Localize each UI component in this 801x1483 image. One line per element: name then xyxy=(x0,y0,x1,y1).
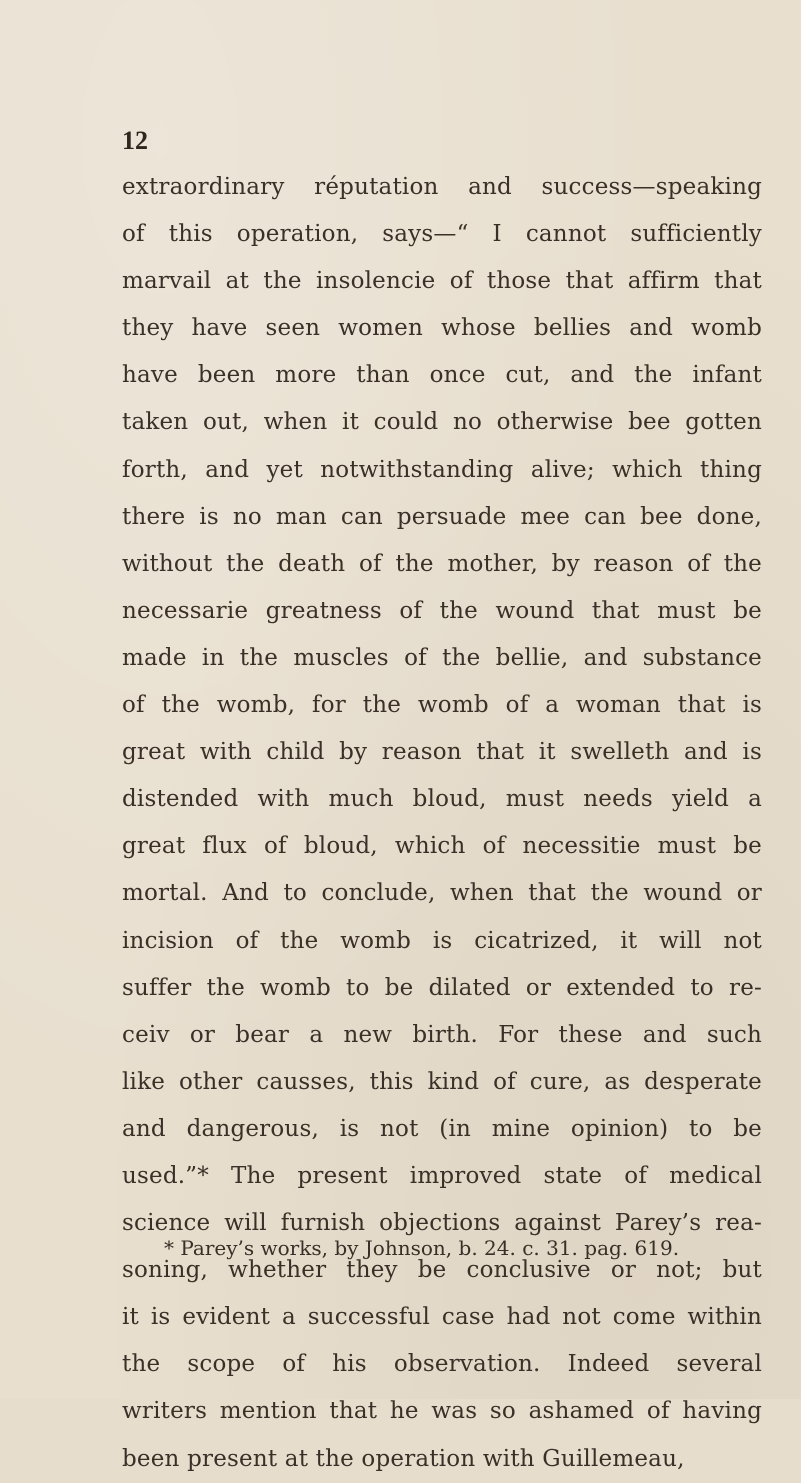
text-line: incision of the womb is cicatrized, it will not xyxy=(122,927,762,954)
text-line: the scope of his observation. Indeed several xyxy=(122,1351,762,1378)
text-line: great with child by reason that it swelleth and is xyxy=(122,739,762,766)
text-line: been present at the operation with Guillemeau, xyxy=(122,1445,685,1472)
text-line: used.”* The present improved state of medical xyxy=(122,1162,762,1189)
text-line: distended with much bloud, must needs yield a xyxy=(122,786,762,813)
text-line: taken out, when it could no otherwise bee gotten xyxy=(122,409,762,436)
text-line: writers mention that he was so ashamed of having xyxy=(122,1398,762,1425)
text-line: without the death of the mother, by reason of the xyxy=(122,550,762,577)
text-line: they have seen women whose bellies and womb xyxy=(122,315,762,342)
text-line: have been more than once cut, and the infant xyxy=(122,362,762,389)
text-line: suffer the womb to be dilated or extended to re- xyxy=(122,974,762,1001)
text-line: science will furnish objections against Parey’s rea- xyxy=(122,1210,762,1237)
page-number: 12 xyxy=(122,126,148,155)
text-line: of this operation, says—“ I cannot sufficiently xyxy=(122,221,762,248)
text-line: made in the muscles of the bellie, and substance xyxy=(122,644,762,671)
body-text xyxy=(122,164,762,1483)
text-line: like other causses, this kind of cure, as desperate xyxy=(122,1068,762,1095)
text-line: mortal. And to conclude, when that the wound or xyxy=(122,880,762,907)
text-line: and dangerous, is not (in mine opinion) to be xyxy=(122,1115,762,1142)
text-line: marvail at the insolencie of those that affirm that xyxy=(122,268,762,295)
text-line: of the womb, for the womb of a woman that is xyxy=(122,692,762,719)
text-line: necessarie greatness of the wound that must be xyxy=(122,597,762,624)
text-line: ceiv or bear a new birth. For these and such xyxy=(122,1021,762,1048)
text-line: soning, whether they be conclusive or not; but xyxy=(122,1257,762,1284)
text-line: great flux of bloud, which of necessitie must be xyxy=(122,833,762,860)
text-line: it is evident a successful case had not come within xyxy=(122,1304,762,1331)
footnote: * Parey’s works, by Johnson, b. 24. c. 31. pag. 619. xyxy=(164,1236,680,1260)
text-line: forth, and yet notwithstanding alive; which thing xyxy=(122,456,762,483)
text-line: there is no man can persuade mee can bee done, xyxy=(122,503,762,530)
text-line: extraordinary réputation and success—speaking xyxy=(122,174,762,200)
